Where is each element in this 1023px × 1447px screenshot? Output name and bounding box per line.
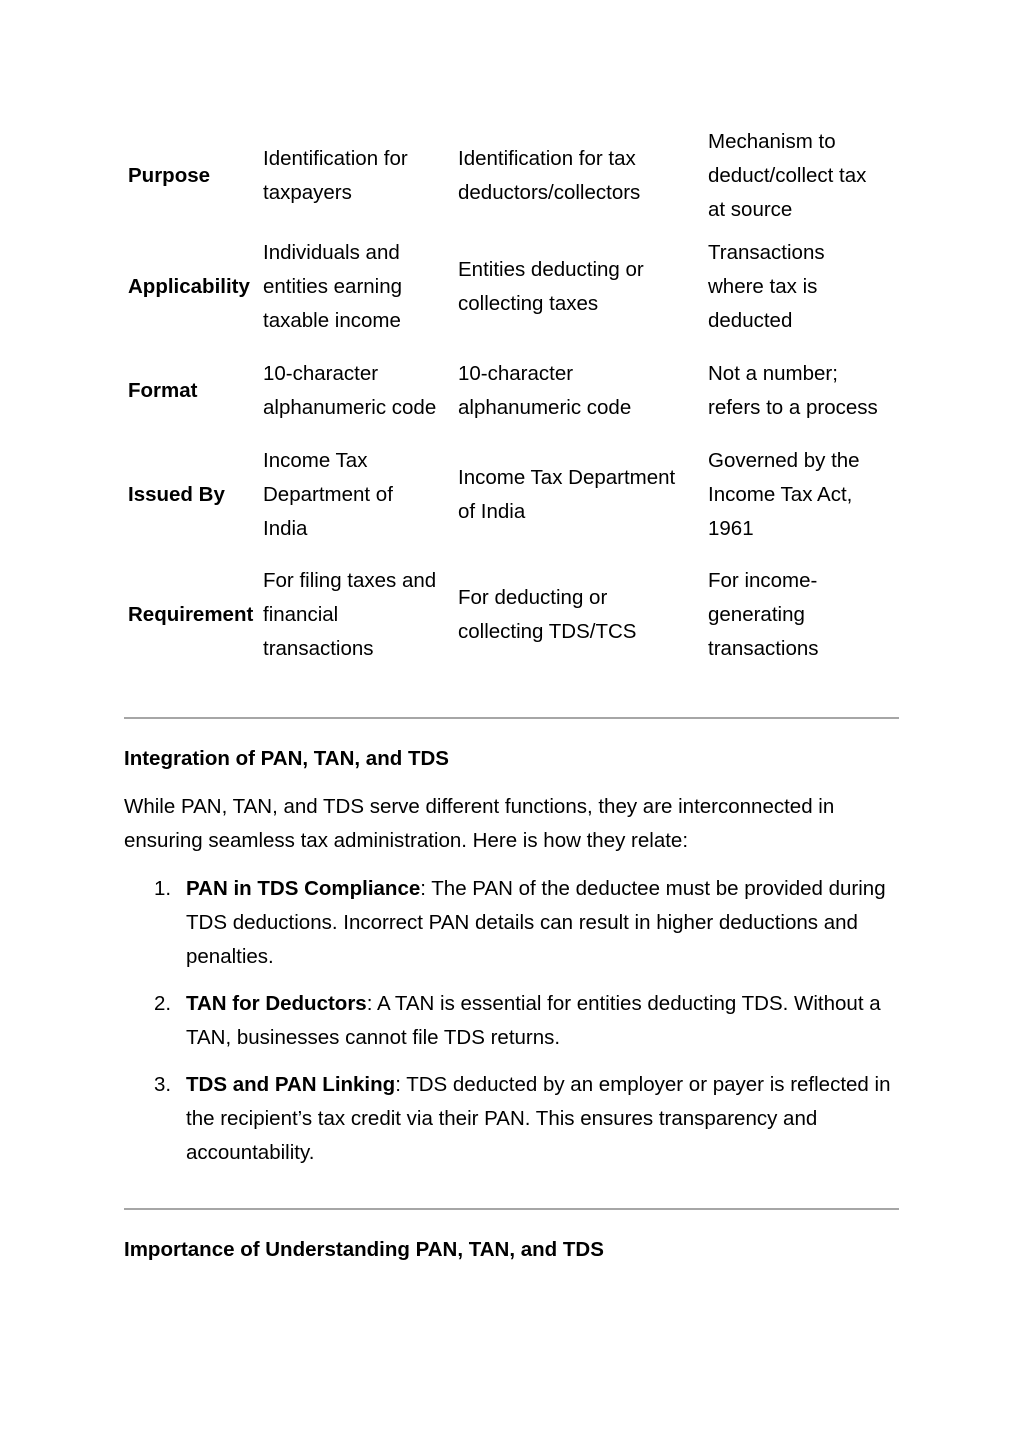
pan-cell: Income Tax Department of India	[263, 449, 393, 540]
row-label: Issued By	[128, 483, 225, 506]
list-number: 2.	[154, 992, 172, 1015]
tds-cell: Governed by the Income Tax Act, 1961	[708, 449, 860, 540]
section-divider	[124, 717, 899, 719]
tan-cell: Entities deducting or collecting taxes	[458, 258, 644, 315]
pan-cell: Individuals and entities earning taxable income	[263, 241, 403, 332]
pan-cell: For filing taxes and financial transactions	[263, 569, 437, 660]
table-row	[124, 435, 899, 555]
tds-cell: Transactions where tax is deducted	[708, 241, 825, 332]
tds-cell: Not a number; refers to a process	[708, 362, 878, 419]
list-text: : The PAN of the deductee must be provided during TDS deductions. Incorrect PAN details can result in higher deductions and penalties.	[186, 877, 886, 968]
tds-cell: For income- generating transactions	[708, 569, 819, 660]
table-row	[124, 227, 899, 347]
integration-list	[124, 872, 904, 1183]
pan-cell: Identification for taxpayers	[263, 146, 408, 204]
tds-cell: Mechanism to deduct/collect tax at source	[708, 129, 867, 221]
tan-cell: 10-character alphanumeric code	[458, 362, 632, 419]
table-row	[124, 347, 899, 435]
list-text: : TDS deducted by an employer or payer is reflected in the recipient’s tax credit via their PAN. This ensures transparency and accountability.	[186, 1073, 891, 1164]
list-term: PAN in TDS Compliance	[186, 877, 421, 900]
list-term: TAN for Deductors	[186, 992, 367, 1015]
tan-cell: For deducting or collecting TDS/TCS	[458, 586, 637, 643]
section-heading-importance: Importance of Understanding PAN, TAN, and TDS	[124, 1238, 604, 1261]
table-row	[124, 124, 899, 227]
tan-cell: Income Tax Department of India	[458, 466, 676, 523]
list-item	[124, 987, 904, 1055]
list-item	[124, 1068, 904, 1170]
row-label: Format	[128, 379, 198, 402]
comparison-table	[124, 124, 899, 675]
integration-intro: While PAN, TAN, and TDS serve different functions, they are interconnected in ensuring seamless tax administration. Here is how they relate:	[124, 795, 835, 852]
tan-cell: Identification for tax deductors/collectors	[458, 146, 641, 204]
table-row	[124, 555, 899, 675]
row-label: Applicability	[128, 275, 250, 298]
list-number: 1.	[154, 877, 172, 900]
row-label: Purpose	[128, 163, 211, 187]
section-divider	[124, 1208, 899, 1210]
list-item	[124, 872, 904, 974]
pan-cell: 10-character alphanumeric code	[263, 362, 437, 419]
list-term: TDS and PAN Linking	[186, 1073, 396, 1096]
list-text: : A TAN is essential for entities deducting TDS. Without a TAN, businesses cannot file TDS returns.	[186, 992, 881, 1049]
row-label: Requirement	[128, 603, 254, 626]
list-number: 3.	[154, 1073, 172, 1096]
section-heading-integration: Integration of PAN, TAN, and TDS	[124, 747, 449, 770]
